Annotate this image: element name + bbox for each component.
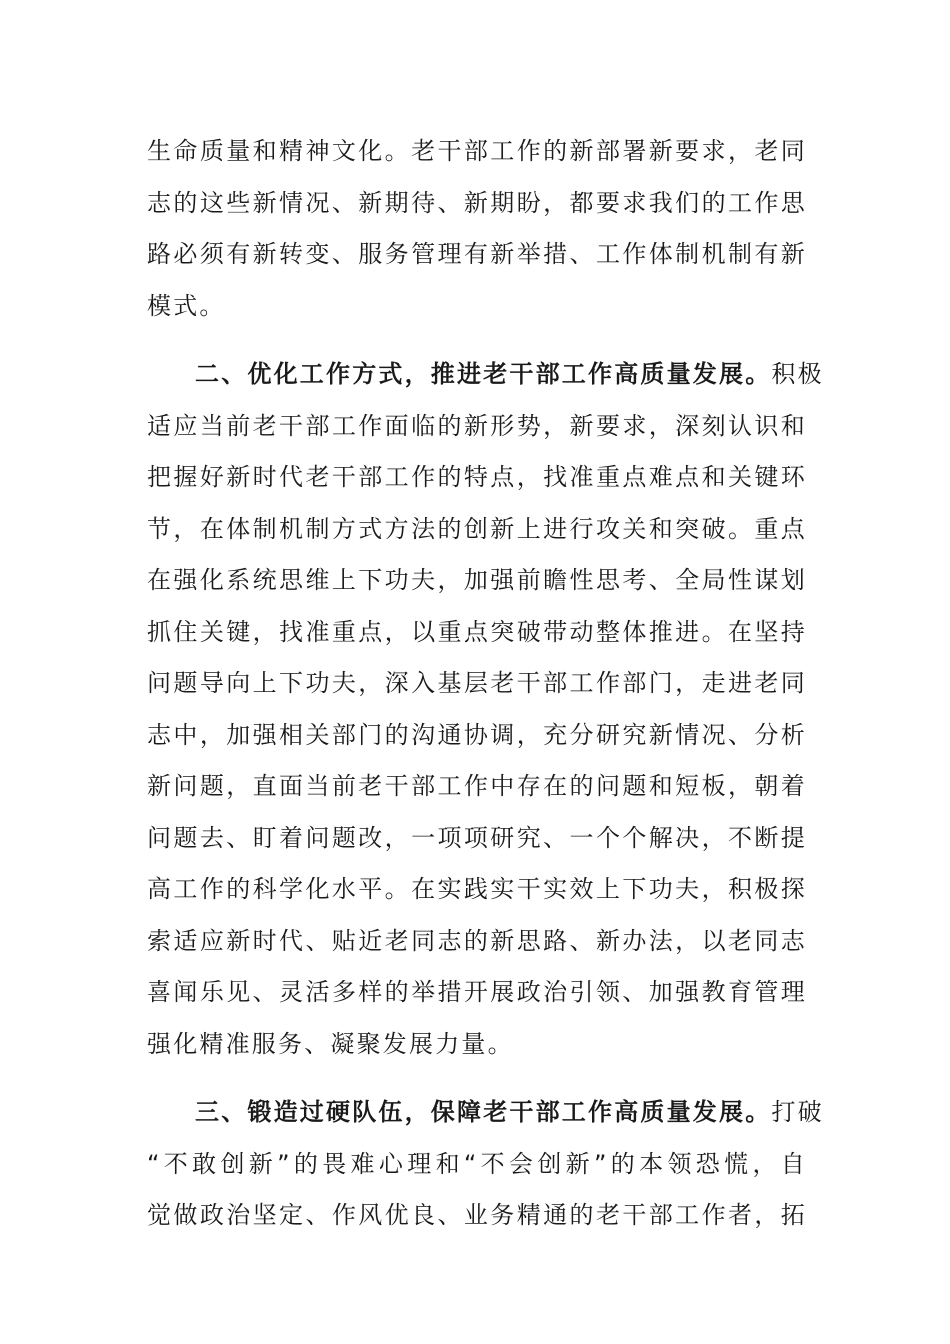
- text-line: 索适应新时代、贴近老同志的新思路、新办法，以老同志: [147, 926, 807, 955]
- text-line: [147, 1087, 824, 1139]
- text-line: 新问题，直面当前老干部工作中存在的问题和短板，朝着: [147, 772, 807, 800]
- text-line: 问题去、盯着问题改，一项项研究、一个个解决，不断提: [147, 823, 807, 852]
- text-line: 觉做政治坚定、作风优良、业务精通的老干部工作者，拓: [147, 1201, 807, 1229]
- paragraph-1: [147, 126, 807, 332]
- document-body: [147, 126, 824, 1242]
- text-line: 问题导向上下功夫，深入基层老干部工作部门，走进老同: [147, 669, 807, 697]
- section-heading-2: 二、优化工作方式，推进老干部工作高质量发展。: [195, 360, 772, 388]
- text-line: 节，在体制机制方式方法的创新上进行攻关和突破。重点: [147, 514, 807, 543]
- text-line: 模式。: [147, 291, 226, 320]
- text-line: 路必须有新转变、服务管理有新举措、工作体制机制有新: [147, 240, 807, 268]
- text-line: 喜闻乐见、灵活多样的举措开展政治引领、加强教育管理: [147, 978, 807, 1006]
- text-line: 适应当前老干部工作面临的新形势，新要求，深刻认识和: [147, 411, 807, 440]
- text-line: 抓住关键，找准重点，以重点突破带动整体推进。在坚持: [147, 617, 807, 646]
- text-line: 把握好新时代老干部工作的特点，找准重点难点和关键环: [147, 463, 807, 491]
- heading-line-rest: 积极: [771, 360, 824, 388]
- text-line: 强化精准服务、凝聚发展力量。: [147, 1029, 514, 1058]
- paragraph-3: [147, 1087, 824, 1242]
- text-line: 志的这些新情况、新期待、新期盼，都要求我们的工作思: [147, 188, 807, 217]
- text-line: “不敢创新”的畏难心理和“不会创新”的本领恐慌，自: [147, 1149, 807, 1178]
- text-line: 生命质量和精神文化。老干部工作的新部署新要求，老同: [147, 137, 807, 165]
- text-line: 高工作的科学化水平。在实践实干实效上下功夫，积极探: [147, 875, 807, 903]
- section-heading-3: 三、锻造过硬队伍，保障老干部工作高质量发展。: [195, 1098, 772, 1126]
- text-line: 在强化系统思维上下功夫，加强前瞻性思考、全局性谋划: [147, 566, 807, 594]
- paragraph-2: [147, 349, 824, 1070]
- text-line: 志中，加强相关部门的沟通协调，充分研究新情况、分析: [147, 720, 807, 749]
- heading-line-rest: 打破: [771, 1098, 824, 1126]
- text-line: [147, 349, 824, 401]
